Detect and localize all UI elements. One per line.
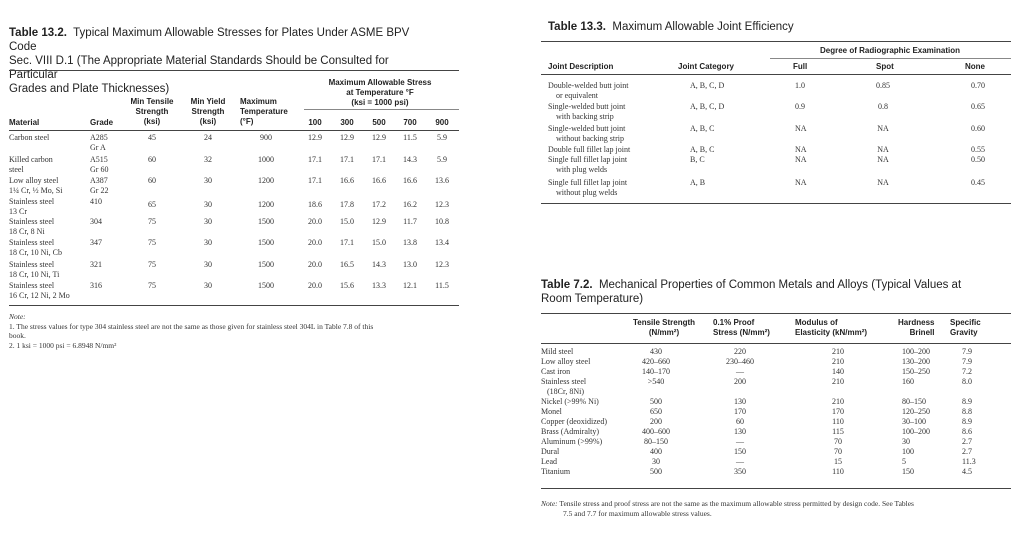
efficiency-spot: 0.85 [876, 81, 890, 90]
header-grade: Grade [90, 118, 114, 127]
efficiency-spot: NA [877, 178, 889, 187]
proof-stress-value: 150 [734, 447, 746, 456]
grade-value: 304 [90, 217, 102, 226]
joint-category: A, B, C, D [690, 102, 725, 111]
table-13-2-title-line-3: Grades and Plate Thicknesses) [9, 83, 170, 95]
header-max-stress [329, 78, 432, 108]
yield-value: 30 [204, 260, 212, 269]
tensile-strength-value: 400–600 [642, 427, 670, 436]
header-temp-300: 300 [340, 118, 354, 127]
table-7-2-top-rule [541, 313, 1011, 314]
header-max-temperature-line-1: Maximum [240, 97, 277, 106]
modulus-value: 210 [832, 397, 844, 406]
tensile-strength-value: 500 [650, 467, 662, 476]
grade-value: 410 [90, 197, 102, 206]
max-temp-value: 1500 [258, 238, 274, 247]
proof-stress-value: 350 [734, 467, 746, 476]
efficiency-full: 1.0 [795, 81, 805, 90]
material-name: Carbon steel [9, 133, 50, 142]
modulus-value: 170 [832, 407, 844, 416]
header-max-temperature [240, 97, 288, 127]
table-7-2-label: Table 7.2. [541, 279, 593, 291]
proof-stress-value: 200 [734, 377, 746, 386]
joint-description: Single-welded butt joint with backing strip [548, 102, 626, 121]
tensile-strength-value: 430 [650, 347, 662, 356]
header-proof-stress [713, 318, 770, 338]
table-13-2-notes [9, 312, 459, 350]
stress-300: 15.6 [340, 281, 354, 290]
stress-500: 15.0 [372, 238, 386, 247]
specific-gravity-value: 8.0 [962, 377, 972, 386]
tensile-strength-value: >540 [647, 377, 665, 386]
header-gravity-line-2: Gravity [950, 328, 978, 337]
stress-900: 12.3 [435, 260, 449, 269]
stress-100: 17.1 [308, 176, 322, 185]
stress-100: 20.0 [308, 238, 322, 247]
tensile-strength-value: 200 [650, 417, 662, 426]
yield-value: 30 [204, 217, 212, 226]
specific-gravity-value: 8.9 [962, 397, 972, 406]
stress-500: 17.2 [372, 200, 386, 209]
max-temp-value: 1500 [258, 281, 274, 290]
header-spot: Spot [876, 62, 894, 71]
header-min-yield-line-1: Min Yield [190, 97, 226, 106]
stress-100: 17.1 [308, 155, 322, 164]
table-13-3-label: Table 13.3. [548, 21, 606, 33]
proof-stress-value: — [736, 457, 744, 466]
proof-stress-value: 220 [734, 347, 746, 356]
header-min-tensile-line-3: (ksi) [143, 117, 161, 126]
header-max-temperature-line-3: (°F) [240, 117, 254, 126]
stress-300: 12.9 [340, 133, 354, 142]
hardness-value: 80–150 [902, 397, 926, 406]
header-temp-700: 700 [403, 118, 417, 127]
metal-name: Nickel (>99% Ni) [541, 397, 599, 406]
stress-700: 11.7 [403, 217, 417, 226]
table-7-2-title-line-1: Mechanical Properties of Common Metals and Alloys (Typical Values at [598, 279, 962, 291]
yield-value: 30 [204, 176, 212, 185]
modulus-value: 210 [832, 357, 844, 366]
stress-100: 12.9 [308, 133, 322, 142]
table-13-2-label: Table 13.2. [9, 27, 67, 39]
metal-name: Stainless steel (18Cr, 8Ni) [541, 377, 587, 396]
stress-900: 5.9 [437, 133, 447, 142]
note-1-line-1: 1. The stress values for type 304 stainless steel are not the same as those given for stainless steel 304L in Table 7.8 of this [9, 321, 374, 331]
efficiency-none: 0.60 [971, 124, 985, 133]
tensile-value: 75 [148, 217, 156, 226]
stress-700: 13.8 [403, 238, 417, 247]
table-13-2-top-rule [9, 70, 459, 71]
modulus-value: 115 [832, 427, 844, 436]
header-temp-900: 900 [435, 118, 449, 127]
specific-gravity-value: 8.6 [962, 427, 972, 436]
stress-500: 17.1 [372, 155, 386, 164]
joint-category: A, B, C B, C [690, 145, 715, 164]
efficiency-full: 0.9 [795, 102, 805, 111]
table-7-2-bottom-rule [541, 488, 1011, 489]
modulus-value: 210 [832, 377, 844, 386]
specific-gravity-value: 8.8 [962, 407, 972, 416]
stress-500: 16.6 [372, 176, 386, 185]
table-7-2-caption [541, 278, 1011, 306]
tensile-value: 60 [148, 176, 156, 185]
max-temp-value: 1200 [258, 176, 274, 185]
note-label: Note: [541, 499, 558, 508]
specific-gravity-value: 2.7 [962, 447, 972, 456]
header-hardness [898, 318, 934, 338]
yield-value: 24 [204, 133, 212, 142]
note-line-2: 7.5 and 7.7 for maximum allowable stress values. [563, 508, 712, 518]
specific-gravity-value: 2.7 [962, 437, 972, 446]
header-min-yield [191, 97, 226, 127]
tensile-strength-value: 140–170 [642, 367, 670, 376]
specific-gravity-value: 7.2 [962, 367, 972, 376]
stress-700: 16.2 [403, 200, 417, 209]
stress-900: 12.3 [435, 200, 449, 209]
modulus-value: 15 [834, 457, 842, 466]
hardness-value: 150–250 [902, 367, 930, 376]
stress-100: 20.0 [308, 260, 322, 269]
header-min-tensile [131, 97, 174, 127]
stress-span-rule [304, 109, 459, 110]
table-7-2-title-line-2: Room Temperature) [541, 293, 644, 305]
header-specific-gravity [950, 318, 981, 338]
modulus-value: 70 [834, 447, 842, 456]
tensile-value: 75 [148, 281, 156, 290]
note-1-line-2: book. [9, 331, 26, 340]
efficiency-none: 0.55 0.50 [971, 145, 985, 164]
specific-gravity-value: 7.9 [962, 357, 972, 366]
efficiency-full: NA [795, 178, 807, 187]
stress-900: 10.8 [435, 217, 449, 226]
efficiency-none: 0.45 [971, 178, 985, 187]
joint-description: Single full fillet lap joint without plug welds [548, 178, 628, 197]
hardness-value: 130–200 [902, 357, 930, 366]
hardness-value: 100 [902, 447, 914, 456]
header-modulus-line-1: Modulus of [795, 318, 838, 327]
proof-stress-value: 170 [734, 407, 746, 416]
material-name: Stainless steel 18 Cr, 8 Ni [9, 217, 55, 236]
specific-gravity-value: 8.9 [962, 417, 972, 426]
max-temp-value: 900 [260, 133, 272, 142]
header-tensile-line-1: Tensile Strength [632, 318, 696, 327]
header-none: None [965, 62, 985, 71]
header-hardness-line-1: Hardness [898, 318, 935, 327]
header-temp-500: 500 [372, 118, 386, 127]
stress-500: 12.9 [372, 133, 386, 142]
modulus-value: 70 [834, 437, 842, 446]
grade-value: 347 [90, 238, 102, 247]
grade-value: A285 Gr A [90, 133, 108, 152]
header-max-stress-line-3: (ksi = 1000 psi) [351, 98, 409, 107]
metal-name: Brass (Admiralty) [541, 427, 599, 436]
grade-value: A387 Gr 22 [90, 176, 109, 195]
stress-300: 15.0 [340, 217, 354, 226]
efficiency-full: NA NA [795, 145, 807, 164]
joint-description: Single-welded butt joint without backing strip [548, 124, 626, 143]
stress-900: 11.5 [435, 281, 449, 290]
proof-stress-value: — [736, 437, 744, 446]
header-modulus-line-2: Elasticity (kN/mm²) [795, 328, 868, 337]
stress-300: 16.5 [340, 260, 354, 269]
efficiency-spot: NA NA [877, 145, 889, 164]
proof-stress-value: 230–460 [726, 357, 754, 366]
header-modulus [795, 318, 867, 338]
hardness-value: 30–100 [902, 417, 926, 426]
max-temp-value: 1000 [258, 155, 274, 164]
table-13-3-top-rule [541, 41, 1011, 42]
hardness-value: 100–200 [902, 427, 930, 436]
tensile-strength-value: 30 [652, 457, 660, 466]
efficiency-spot: NA [877, 124, 889, 133]
joint-category: A, B, C, D [690, 81, 725, 90]
table-13-2-header-rule [9, 130, 459, 131]
stress-500: 14.3 [372, 260, 386, 269]
header-material: Material [9, 118, 40, 127]
tensile-strength-value: 500 [650, 397, 662, 406]
tensile-strength-value: 420–660 [642, 357, 670, 366]
modulus-value: 210 [832, 347, 844, 356]
material-name: Stainless steel 18 Cr, 10 Ni, Cb [9, 238, 63, 257]
header-full: Full [793, 62, 808, 71]
header-min-tensile-line-2: Strength [135, 107, 169, 116]
material-name: Stainless steel 16 Cr, 12 Ni, 2 Mo [9, 281, 70, 300]
hardness-value: 5 [902, 457, 906, 466]
yield-value: 30 [204, 281, 212, 290]
tensile-strength-value: 80–150 [644, 437, 668, 446]
modulus-value: 110 [832, 417, 844, 426]
max-temp-value: 1200 [258, 200, 274, 209]
specific-gravity-value: 11.3 [962, 457, 976, 466]
table-13-3-title: Maximum Allowable Joint Efficiency [612, 21, 794, 33]
table-13-2-title-line-1: Typical Maximum Allowable Stresses for Plates Under ASME BPV Code [9, 27, 410, 53]
grade-value: 321 [90, 260, 102, 269]
proof-stress-value: — [736, 367, 744, 376]
stress-300: 17.8 [340, 200, 354, 209]
header-joint-category: Joint Category [678, 62, 735, 71]
joint-description: Double-welded butt joint or equivalent [548, 81, 629, 100]
stress-100: 18.6 [308, 200, 322, 209]
proof-stress-value: 130 [734, 427, 746, 436]
stress-900: 13.6 [435, 176, 449, 185]
efficiency-none: 0.65 [971, 102, 985, 111]
metal-name: Monel [541, 407, 562, 416]
max-temp-value: 1500 [258, 260, 274, 269]
note-line-1: Tensile stress and proof stress are not the same as the maximum allowable stress permitted by design code. See Tables [559, 499, 914, 508]
table-13-2-title-line-2: Sec. VIII D.1 (The Appropriate Material Standards Should be Consulted for Particular [9, 55, 389, 81]
joint-description: Double full fillet lap joint Single full fillet lap joint with plug welds [548, 145, 631, 174]
header-max-stress-line-2: at Temperature °F [346, 88, 414, 97]
tensile-strength-value: 650 [650, 407, 662, 416]
stress-700: 12.1 [403, 281, 417, 290]
hardness-value: 120–250 [902, 407, 930, 416]
material-name: Killed carbon steel [9, 155, 53, 174]
efficiency-spot: 0.8 [878, 102, 888, 111]
grade-value: 316 [90, 281, 102, 290]
stress-100: 20.0 [308, 217, 322, 226]
joint-category: A, B, C [690, 124, 715, 133]
stress-700: 13.0 [403, 260, 417, 269]
hardness-value: 160 [902, 377, 914, 386]
note-label: Note: [9, 312, 26, 321]
specific-gravity-value: 4.5 [962, 467, 972, 476]
note-2: 2. 1 ksi = 1000 psi = 6.8948 N/mm² [9, 340, 117, 350]
metal-name: Mild steel [541, 347, 574, 356]
metal-name: Low alloy steel [541, 357, 591, 366]
tensile-value: 75 [148, 238, 156, 247]
stress-700: 16.6 [403, 176, 417, 185]
stress-500: 13.3 [372, 281, 386, 290]
table-13-3-bottom-rule [541, 203, 1011, 204]
stress-900: 13.4 [435, 238, 449, 247]
tensile-strength-value: 400 [650, 447, 662, 456]
header-min-yield-line-3: (ksi) [199, 117, 217, 126]
stress-300: 17.1 [340, 238, 354, 247]
table-7-2-note [541, 499, 1011, 518]
yield-value: 32 [204, 155, 212, 164]
tensile-value: 60 [148, 155, 156, 164]
table-7-2-header-rule [541, 343, 1011, 344]
tensile-value: 75 [148, 260, 156, 269]
yield-value: 30 [204, 200, 212, 209]
stress-700: 14.3 [403, 155, 417, 164]
table-13-3-header-rule [541, 74, 1011, 75]
header-degree: Degree of Radiographic Examination [819, 46, 961, 55]
header-proof-line-1: 0.1% Proof [713, 318, 755, 327]
stress-300: 16.6 [340, 176, 354, 185]
metal-name: Dural [541, 447, 560, 456]
stress-700: 11.5 [403, 133, 417, 142]
efficiency-none: 0.70 [971, 81, 985, 90]
header-temp-100: 100 [308, 118, 322, 127]
stress-900: 5.9 [437, 155, 447, 164]
header-max-stress-line-1: Maximum Allowable Stress [328, 78, 432, 87]
joint-category: A, B [690, 178, 706, 187]
metal-name: Cast iron [541, 367, 571, 376]
hardness-value: 150 [902, 467, 914, 476]
proof-stress-value: 60 [736, 417, 744, 426]
header-gravity-line-1: Specific [950, 318, 981, 327]
metal-name: Titanium [541, 467, 571, 476]
header-min-tensile-line-1: Min Tensile [130, 97, 174, 106]
header-tensile-strength [633, 318, 695, 338]
hardness-value: 100–200 [902, 347, 930, 356]
stress-100: 20.0 [308, 281, 322, 290]
header-min-yield-line-2: Strength [191, 107, 225, 116]
tensile-value: 65 [148, 200, 156, 209]
hardness-value: 30 [902, 437, 910, 446]
yield-value: 30 [204, 238, 212, 247]
material-name: Stainless steel 18 Cr, 10 Ni, Ti [9, 260, 60, 279]
degree-span-rule [770, 58, 1011, 59]
efficiency-full: NA [795, 124, 807, 133]
header-max-temperature-line-2: Temperature [240, 107, 288, 116]
metal-name: Lead [541, 457, 557, 466]
material-name: Low alloy steel 1¼ Cr, ½ Mo, Si [9, 176, 63, 195]
stress-300: 17.1 [340, 155, 354, 164]
modulus-value: 110 [832, 467, 844, 476]
tensile-value: 45 [148, 133, 156, 142]
table-13-3-caption [548, 20, 1018, 34]
table-13-2-bottom-rule [9, 305, 459, 306]
material-name: Stainless steel 13 Cr [9, 197, 55, 216]
header-hardness-line-2: Brinell [909, 328, 935, 337]
header-tensile-line-2: (N/mm²) [648, 328, 680, 337]
header-joint-description: Joint Description [548, 62, 614, 71]
grade-value: A515 Gr 60 [90, 155, 109, 174]
specific-gravity-value: 7.9 [962, 347, 972, 356]
header-proof-line-2: Stress (N/mm²) [713, 328, 770, 337]
modulus-value: 140 [832, 367, 844, 376]
metal-name: Aluminum (>99%) [541, 437, 603, 446]
max-temp-value: 1500 [258, 217, 274, 226]
proof-stress-value: 130 [734, 397, 746, 406]
stress-500: 12.9 [372, 217, 386, 226]
metal-name: Copper (deoxidized) [541, 417, 607, 426]
